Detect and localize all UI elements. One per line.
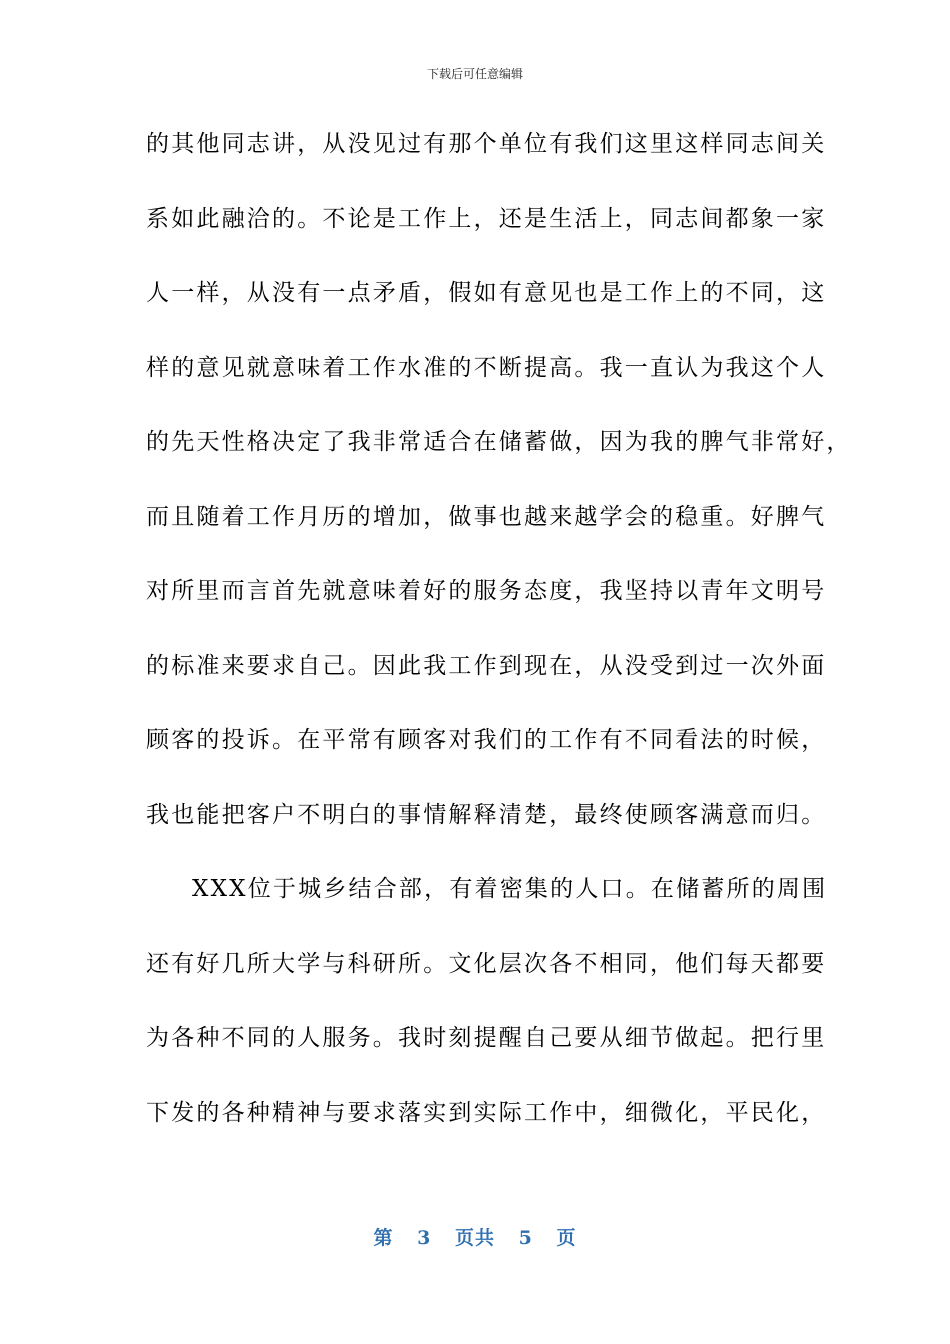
document-body [146,124,852,1167]
header-text: 下载后可任意编辑 [426,67,523,81]
text-line: 为各种不同的人服务。我时刻提醒自己要从细节做起。把行里 [146,1025,827,1051]
page-footer [0,1226,950,1250]
text-line: 的标准来要求自己。因此我工作到现在，从没受到过一次外面 [146,652,827,679]
footer-prefix: 第 [373,1227,394,1249]
footer-suffix: 页 [556,1227,577,1249]
text-line: 我也能把客户不明白的事情解释清楚，最终使顾客满意而归。 [146,801,827,828]
text-line-paragraph-start: XXX位于城乡结合部，有着密集的人口。在储蓄所的周围 [192,876,828,902]
text-line: 还有好几所大学与科研所。文化层次各不相同，他们每天都要 [146,950,827,977]
text-line: 系如此融洽的。不论是工作上，还是生活上，同志间都象一家 [146,205,827,232]
text-line: 对所里而言首先就意味着好的服务态度，我坚持以青年文明号 [146,578,827,604]
text-line: 的其他同志讲，从没见过有那个单位有我们这里这样同志间关 [146,131,827,157]
current-page-number: 3 [417,1227,432,1249]
text-line: 人一样，从没有一点矛盾，假如有意见也是工作上的不同，这 [146,280,827,306]
text-line: 顾客的投诉。在平常有顾客对我们的工作有不同看法的时候， [146,727,827,753]
text-line: 的先天性格决定了我非常适合在储蓄做，因为我的脾气非常好， [146,429,852,455]
text-line: 下发的各种精神与要求落实到实际工作中，细微化，平民化， [146,1099,827,1126]
total-pages-number: 5 [518,1227,533,1249]
text-line: 而且随着工作月历的增加，做事也越来越学会的稳重。好脾气 [146,503,827,530]
text-line: 样的意见就意味着工作水准的不断提高。我一直认为我这个人 [146,354,827,381]
footer-middle: 页共 [454,1227,495,1249]
page-header [0,66,950,82]
